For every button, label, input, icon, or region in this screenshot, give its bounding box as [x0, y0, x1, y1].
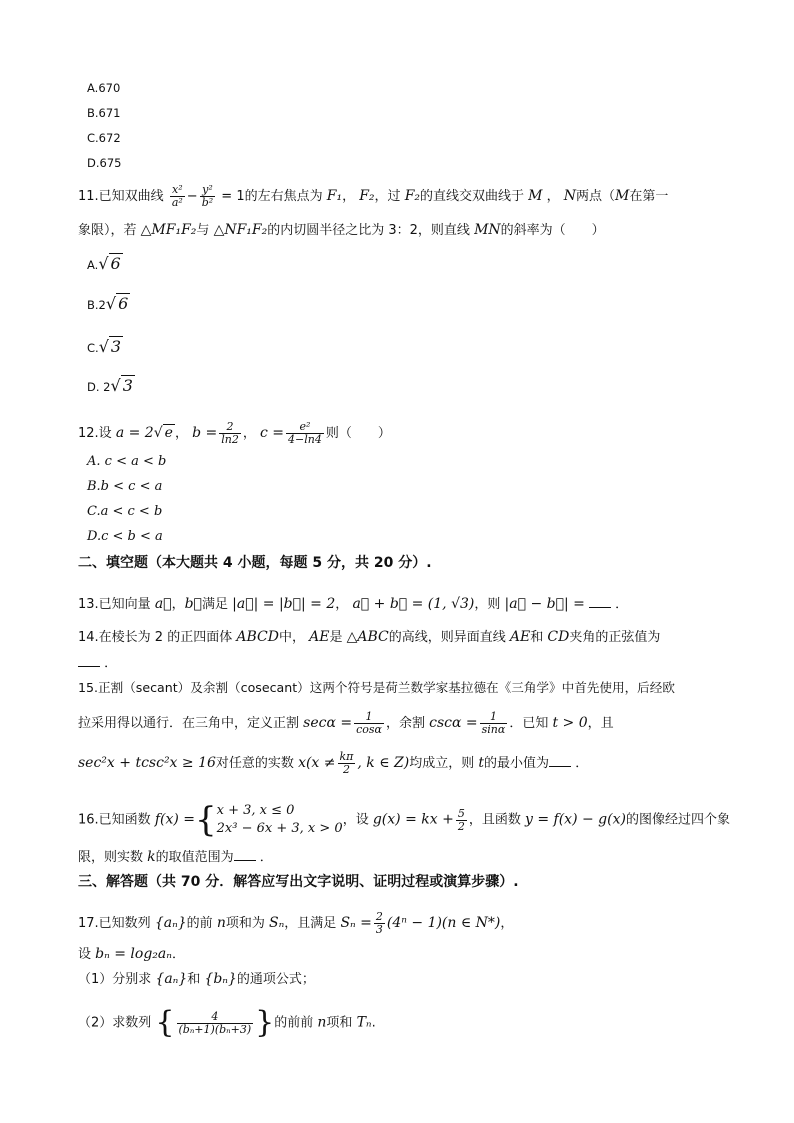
q14-line1: 14.在棱长为 2 的正四面体 ABCD中， AE是 △ABC的高线，则异面直线 AE和 CD夹角的正弦值为 — [78, 629, 661, 645]
q16-line1: 16.已知函数 f(x) ={ x + 3, x ≤ 0 2x³ − 6x + 3, x > 0 ，设 g(x) = kx + $\frac{5}{2}$ ，且函数 y = f(x) − g(x)的图像经过四个象 — [78, 800, 730, 840]
q12-option-a: A. c < a < b — [87, 454, 167, 469]
q11-line2: 象限），若 △MF₁F₂与 △NF₁F₂的内切圆半径之比为 3：2，则直线 MN的斜率为（ ） — [78, 222, 605, 238]
q12-stem: 12.设 a = 2√ e ， b = $\frac{2}{\ln 2}$ ， c = $\frac{\text{e²}}{4-\ln 4}$ 则（ ） — [78, 420, 391, 446]
q12-option-c: C.a < c < b — [87, 504, 163, 519]
q15-line1: 15.正割（secant）及余割（cosecant）这两个符号是荷兰数学家基拉德在《三角学》中首先使用，后经欧 — [78, 680, 675, 695]
q14-line2: ． — [78, 654, 117, 674]
q10-option-b: B.671 — [87, 106, 121, 120]
q11-option-a: A.√ 6 — [87, 254, 121, 273]
q17-line2: 设 bₙ = log₂aₙ． — [78, 946, 185, 962]
q17-line1: 17.已知数列 {aₙ}的前 n项和为 Sₙ，且满足 Sₙ = $\frac{2}{3}$ (4ⁿ − 1)(n ∈ N*)， — [78, 910, 514, 936]
q11-line1: 11.已知双曲线 $\frac{\text{x²}}{\text{a²}}$ − $\frac{\text{y²}}{\text{b²}}$ = 1的左右焦点为 F₁， F₂，过 F₂的直线交双曲线于 M ， N两点（M在第一 — [78, 183, 669, 209]
q17-part2: （2）求数列 { $\frac{4}{\text{(bₙ+1)(bₙ+3)}}$ }的前前 n项和 Tₙ. — [78, 1005, 376, 1040]
q12-option-d: D.c < b < a — [87, 529, 163, 544]
section-2-heading: 二、填空题（本大题共 4 小题，每题 5 分，共 20 分）. — [78, 555, 432, 571]
section-3-heading: 三、解答题（共 70 分．解答应写出文字说明、证明过程或演算步骤）. — [78, 874, 519, 890]
q10-option-a: A.670 — [87, 81, 121, 95]
q12-option-b: B.b < c < a — [87, 479, 163, 494]
q17-part1: （1）分别求 {aₙ}和 {bₙ}的通项公式； — [78, 971, 315, 987]
q10-option-c: C.672 — [87, 131, 121, 145]
q11-option-b: B.2√ 6 — [87, 294, 129, 313]
q16-line2: 限，则实数 k的取值范围为 ． — [78, 849, 273, 865]
q15-line3: sec²x + tcsc²x ≥ 16对任意的实数 x(x ≠ $\frac{k\pi}{2}$ , k ∈ Z)均成立，则 t的最小值为 ． — [78, 750, 589, 776]
q11-option-d: D. 2√ 3 — [87, 376, 133, 395]
q11-option-c: C.√ 3 — [87, 337, 122, 356]
q15-line2: 拉采用得以通行．在三角中，定义正割 secα = $\frac{1}{\cos\alpha}$ ，余割 cscα = $\frac{1}{\sin\alpha}$ ．已知 t > 0，且 — [78, 710, 614, 736]
q10-option-d: D.675 — [87, 156, 122, 170]
q13: 13.已知向量 a⃗，b⃗满足 |a⃗| = |b⃗| = 2， a⃗ + b⃗ = (1, √3)，则 |a⃗ − b⃗| = ． — [78, 596, 629, 612]
